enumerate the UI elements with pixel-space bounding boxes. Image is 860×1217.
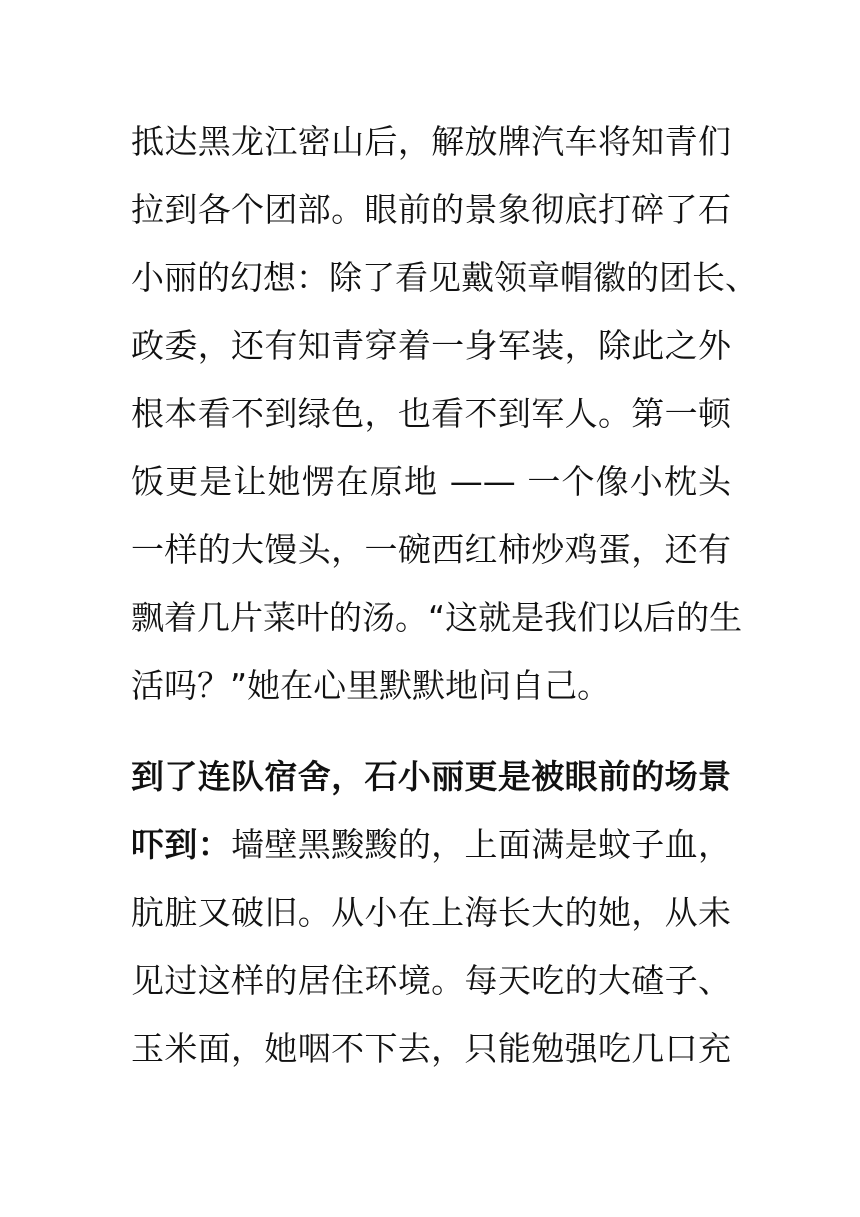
paragraph-1-line-1: 抵达黑龙江密山后，解放牌汽车将知青们 (131, 122, 731, 161)
paragraph-2-bold-lead: 吓到： (131, 825, 232, 864)
paragraph-1-line-8: 飘着几片菜叶的汤。“这就是我们以后的生 (131, 598, 743, 637)
paragraph-2-line-3: 肮脏又破旧。从小在上海长大的她，从未 (131, 893, 731, 932)
paragraph-1-line-2: 拉到各个团部。眼前的景象彻底打碎了石 (131, 190, 731, 229)
paragraph-2-line-4: 见过这样的居住环境。每天吃的大碴子、 (131, 961, 731, 1000)
paragraph-1-line-4: 政委，还有知青穿着一身军装，除此之外 (131, 326, 731, 365)
paragraph-1-line-7: 一样的大馒头，一碗西红柿炒鸡蛋，还有 (131, 530, 731, 569)
paragraph-2-line-2 (131, 825, 731, 865)
paragraph-2-lead-rest: 墙壁黑黢黢的，上面满是蚊子血， (231, 825, 732, 864)
paragraph-1-line-6: 饭更是让她愣在原地 —— 一个像小枕头 (131, 462, 731, 501)
paragraph-2-line-5: 玉米面，她咽不下去，只能勉强吃几口充 (131, 1029, 731, 1068)
paragraph-1-line-5: 根本看不到绿色，也看不到军人。第一顿 (131, 394, 731, 433)
paragraph-1-line-9: 活吗？”她在心里默默地问自己。 (131, 666, 611, 705)
paragraph-1-line-3: 小丽的幻想：除了看见戴领章帽徽的团长、 (131, 258, 758, 297)
paragraph-2-bold-line: 到了连队宿舍，石小丽更是被眼前的场景 (131, 757, 731, 796)
